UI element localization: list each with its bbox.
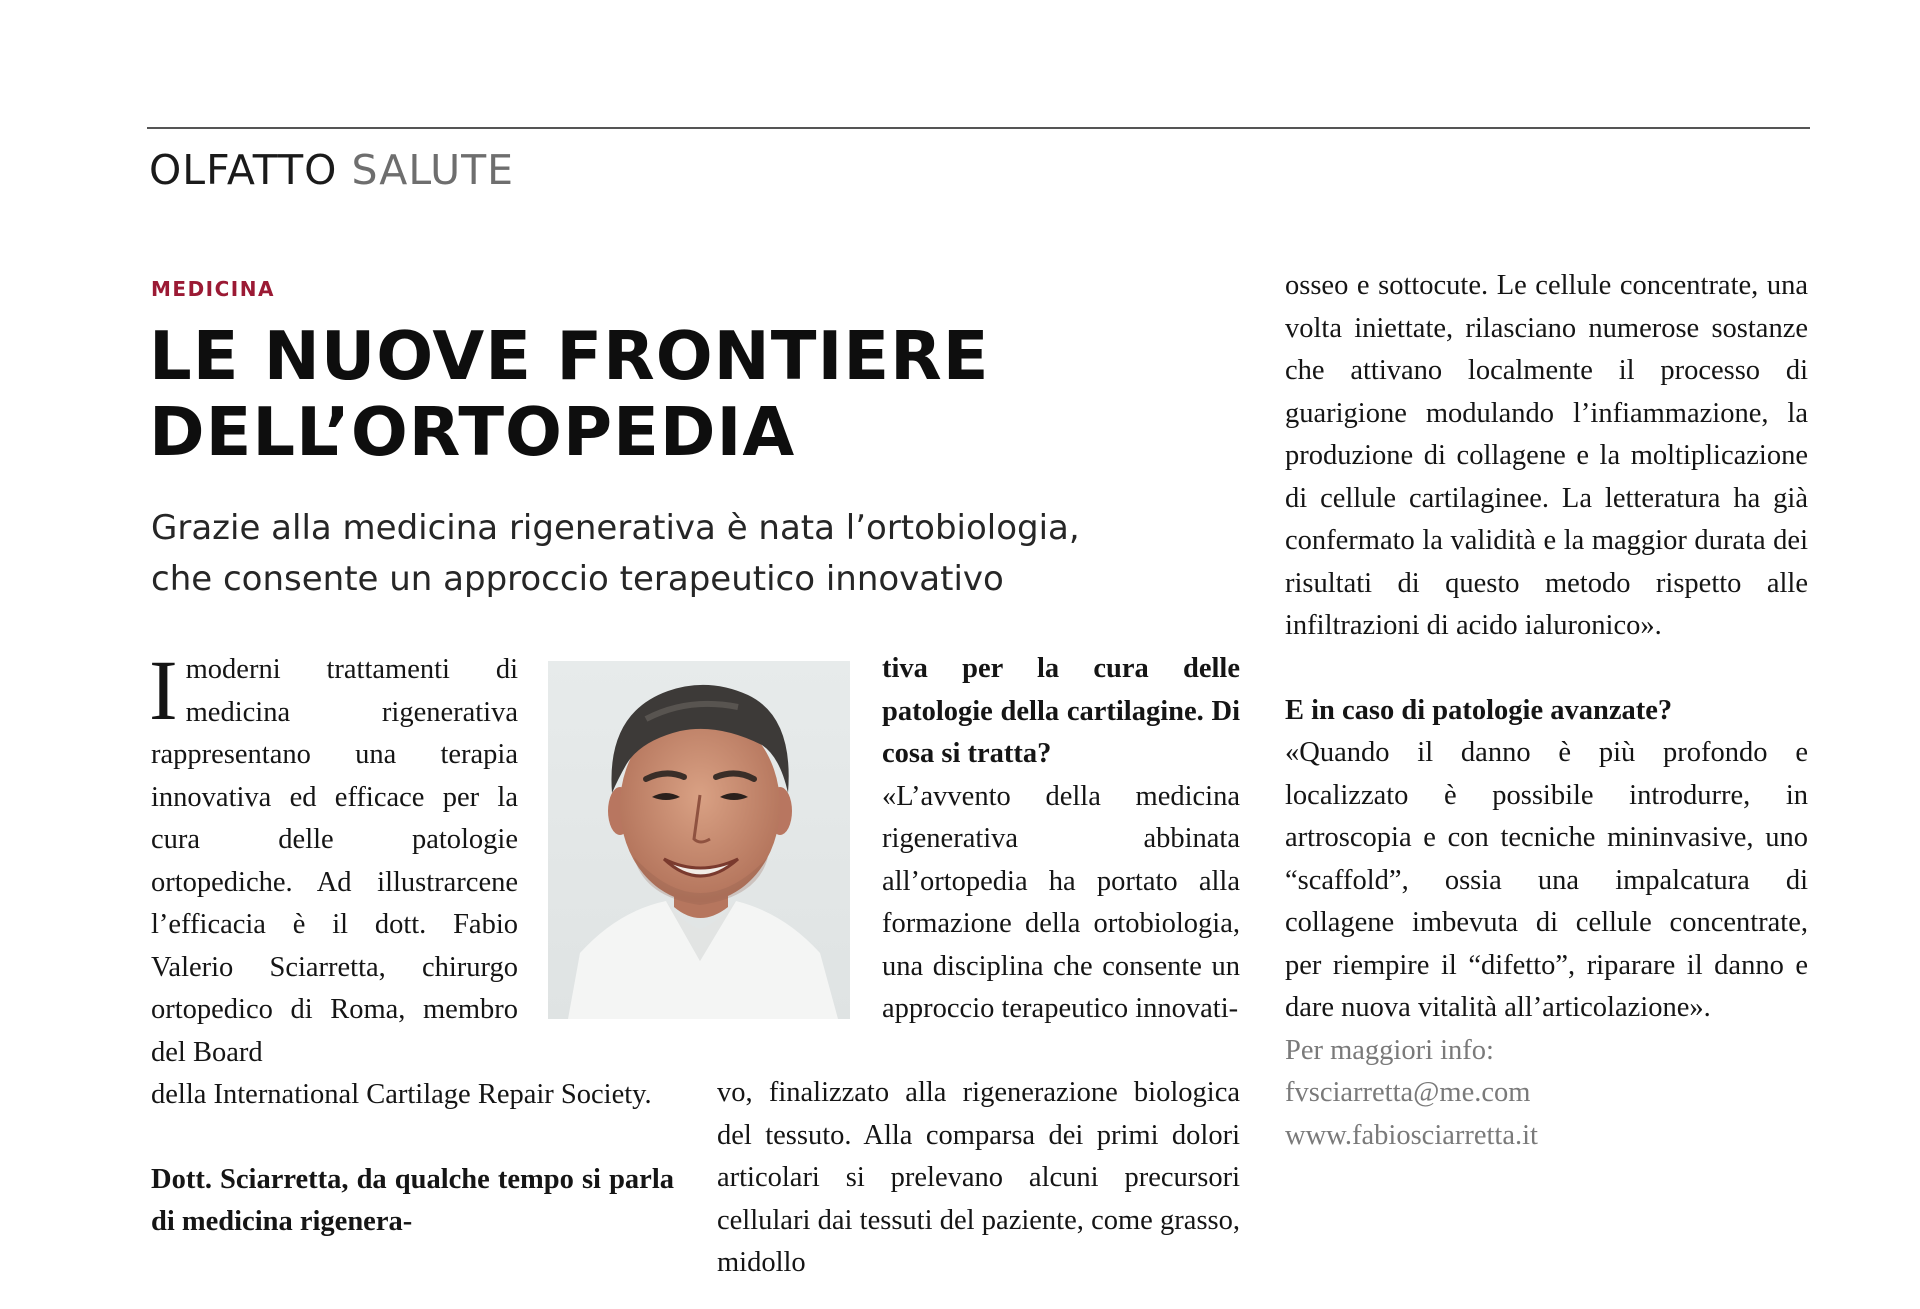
portrait-illustration — [548, 661, 850, 1019]
intro-paragraph — [149, 642, 518, 1074]
right-column — [1285, 265, 1808, 1157]
interview-question: E in caso di patologie avanzate? — [1285, 694, 1673, 726]
intro-continued — [151, 1074, 674, 1244]
interview-question: tiva per la cura delle patologie della cartilagine. Di cosa si tratta? — [882, 653, 1240, 769]
interview-answer: osseo e sottocute. Le cellule concentrate, una volta iniettate, rilasciano numerose sostanze che attivano localmente il processo di guarigione modulando l’infiammazione, la produzione di collagene e la moltiplicazione di cellule cartilaginee. La letteratura ha già confermato la validità e la maggior durata dei risultati di questo metodo rispetto alle infiltrazioni di acido ialuronico». — [1285, 270, 1808, 641]
article-title-line: DELL’ORTOPEDIA — [149, 393, 796, 471]
answer-column — [882, 648, 1240, 1031]
interview-answer: vo, finalizzato alla rigenerazione biologica del tessuto. Alla comparsa dei primi dolori articolari si prelevano alcuni precursori cellulari dai tessuti del paziente, come grasso, midollo — [717, 1077, 1240, 1278]
section-header — [149, 146, 515, 194]
info-label: Per maggiori info: — [1285, 1034, 1494, 1066]
article-title — [149, 318, 1069, 470]
website-link[interactable]: www.fabiosciarretta.it — [1285, 1119, 1538, 1151]
answer-column-continued — [717, 1072, 1240, 1285]
section-name: OLFATTO — [149, 146, 338, 194]
doctor-portrait-photo — [548, 661, 850, 1019]
header-rule — [147, 127, 1810, 129]
section-subname: SALUTE — [351, 146, 515, 194]
interview-answer: «L’avvento della medicina rigenerativa abbinata all’ortopedia ha portato alla formazione della ortobiologia, una disciplina che consente un approccio terapeutico innovati- — [882, 780, 1240, 1024]
interview-question: Dott. Sciarretta, da qualche tempo si parla di medicina rigenera- — [151, 1163, 674, 1237]
intro-text: moderni trattamenti di medicina rigenerativa rappresentano una terapia innovativa ed efficace per la cura delle patologie ortopediche. Ad illustrarcene l’efficacia è il dott. Fabio Valerio Sciarretta, chirurgo ortopedico di Roma, membro del Board — [151, 654, 518, 1068]
article-subtitle-line: che consente un approccio terapeutico innovativo — [151, 559, 1004, 599]
article-subtitle — [151, 503, 1171, 605]
intro-text: della International Cartilage Repair Society. — [151, 1079, 652, 1110]
article-title-line: LE NUOVE FRONTIERE — [149, 317, 990, 395]
article-subtitle-line: Grazie alla medicina rigenerativa è nata l’ortobiologia, — [151, 508, 1080, 548]
article-kicker: MEDICINA — [151, 277, 275, 301]
interview-answer: «Quando il danno è più profondo e localizzato è possibile introdurre, in artroscopia e con tecniche mininvasive, uno “scaffold”, ossia una impalcatura di collagene imbevuta di cellule concentrate, per riempire il “difetto”, riparare il danno e dare nuova vitalità all’articolazione». — [1285, 737, 1808, 1023]
drop-cap: I — [149, 642, 178, 738]
contact-email[interactable]: fvsciarretta@me.com — [1285, 1077, 1531, 1108]
